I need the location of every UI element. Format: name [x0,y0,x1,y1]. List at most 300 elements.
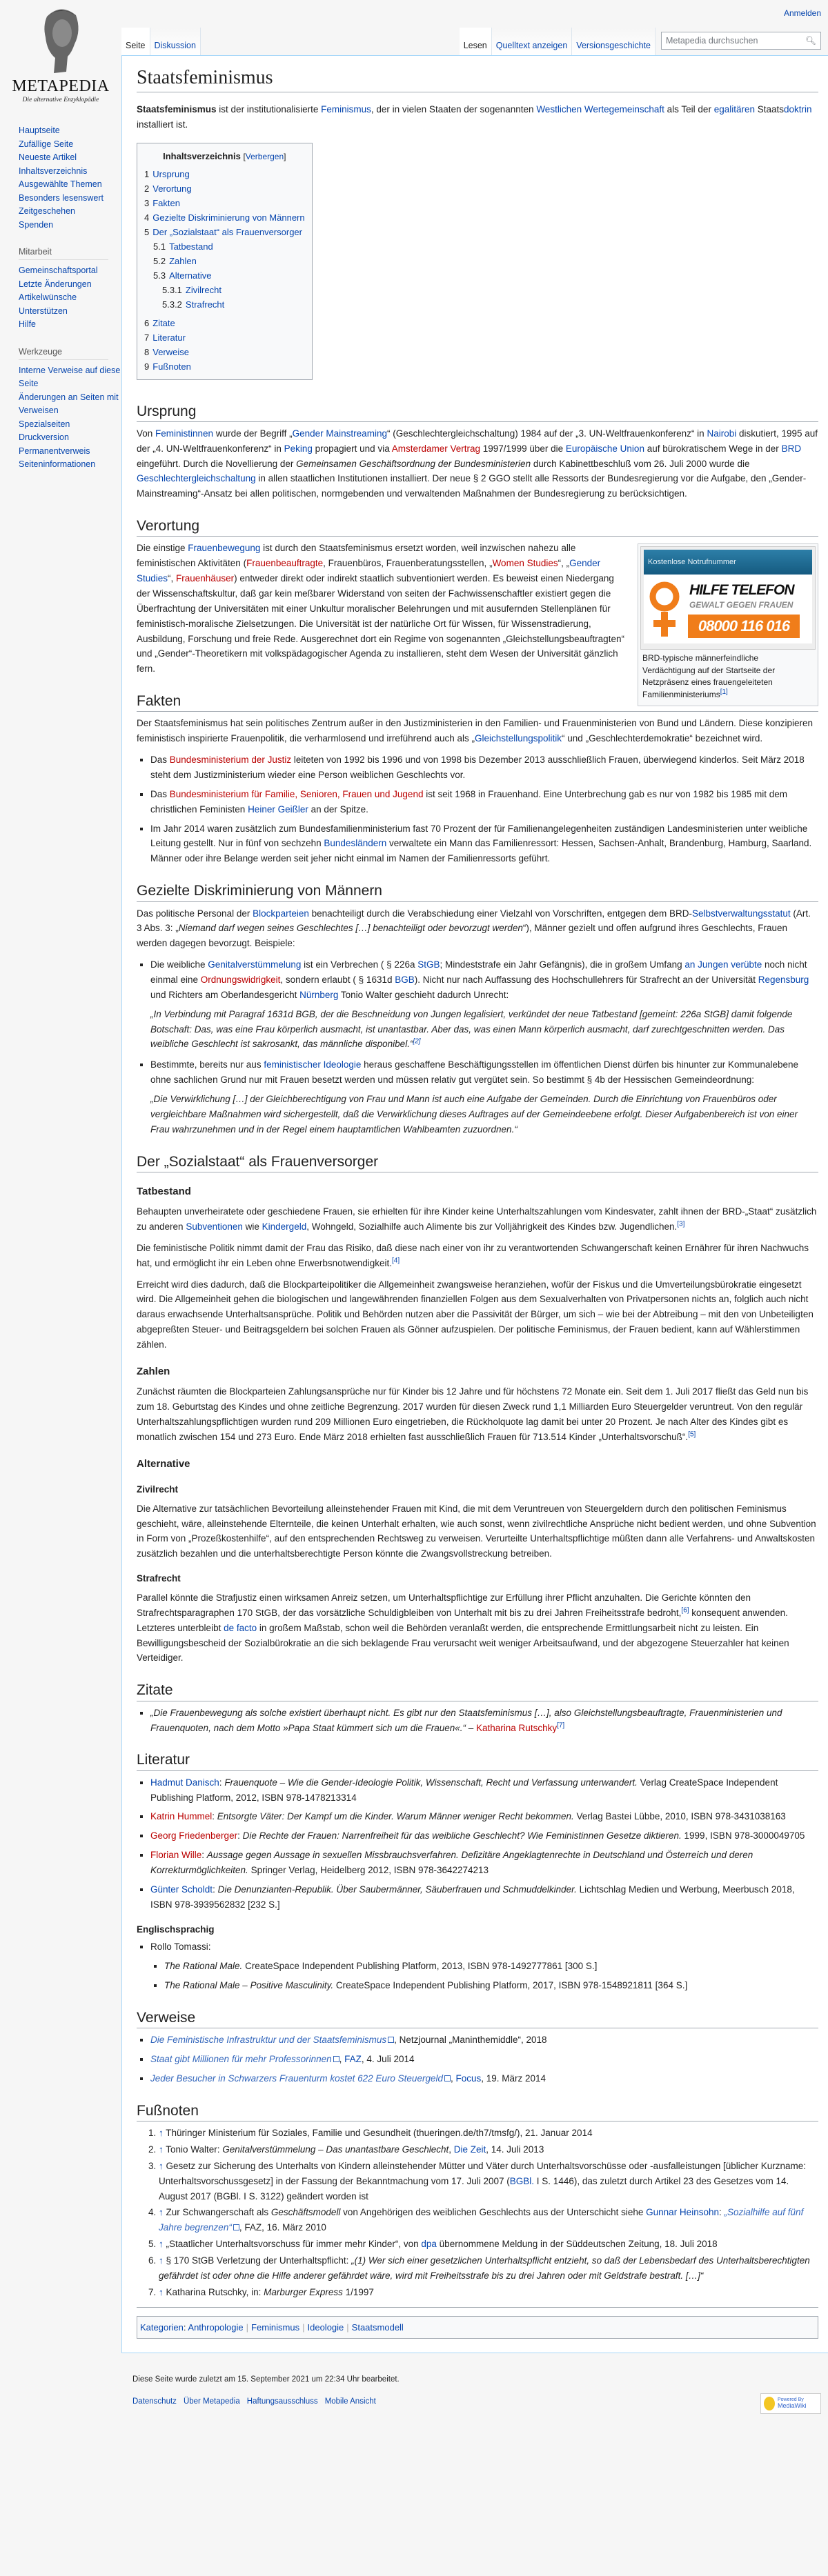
toc-item[interactable] [144,345,305,359]
wiki-link[interactable]: Günter Scholdt [150,1884,213,1895]
text: Parallel könnte die Strafjustiz einen wirksamen Anreiz setzen, um Unterhaltspflichtige zur Erfüllung ihrer Pflicht anzuhalten. Die Gerichte könnten den Strafrechtsparagraphen 170 StGB, der das vorsätzliche Schuldigbleiben von Unterhalt mit bis zu drei Jahren Freiheitsstrafe bedroht, [137,1592,751,1618]
text: Das [150,755,170,766]
toc-item[interactable] [144,167,305,181]
list-item [150,2033,818,2048]
sidebar-link[interactable]: Zeitgeschehen [19,206,76,216]
external-link-icon [333,2056,339,2062]
list-item [159,2285,818,2300]
list-item [150,1939,818,1993]
wiki-link[interactable]: BRD [781,443,802,454]
footnote-backlink[interactable]: ↑ [159,2160,164,2171]
image-caption [640,650,816,703]
toc-item[interactable] [144,297,305,312]
sidebar-link[interactable]: Letzte Änderungen [19,279,92,289]
footer-link[interactable]: Datenschutz [132,2397,177,2406]
sidebar-link[interactable]: Besonders lesenswert [19,192,103,203]
reference-link[interactable]: [4] [391,1257,400,1265]
italic-text: Die Rechte der Frauen: Narrenfreiheit für das weibliche Geschlecht? Wie Feministinnen Gesetze diktieren. [242,1830,682,1841]
text: „Staatlicher Unterhaltsvorschuss für immer mehr Kinder“, von [166,2239,422,2250]
paragraph [137,1241,818,1271]
sidebar-link[interactable]: Seiteninformationen [19,459,96,469]
heading-ursprung: Ursprung [137,402,818,422]
toc-link[interactable]: Der „Sozialstaat“ als Frauenversorger [152,226,302,237]
paragraph [137,716,818,746]
wiki-link[interactable]: Regensburg [758,974,809,985]
sidebar-link[interactable]: Druckversion [19,432,69,442]
tab-read[interactable]: Lesen [460,28,492,55]
text: ist der institutionalisierte [216,104,322,115]
toc-item[interactable] [144,330,305,345]
external-link[interactable]: Die Feministische Infrastruktur und der Staatsfeminismus [150,2035,387,2046]
toc-link[interactable]: Fußnoten [152,361,191,372]
wiki-link[interactable]: Focus [455,2073,482,2084]
wiki-link[interactable]: Westlichen Wertegemeinschaft [536,104,664,115]
text: benachteiligt durch die Verabschiedung einer Vielzahl von Vorschriften, entgegen dem BRD- [308,908,693,919]
wiki-link[interactable]: Gunnar Heinsohn [646,2207,719,2218]
hotline-image[interactable] [640,546,816,650]
reference [557,1721,564,1729]
list-item [150,2052,818,2067]
heading-alternative: Alternative [137,1457,190,1470]
text: ) entweder direkt oder indirekt staatlich subventioniert werden. Es beweist einen Niedergang der Wissenschaftskultur, daß gar kein meßbarer Widerstand von seiten der Fachwissenschaftler existiert gegen die Überfrachtung der Universitäten mit einer Unkultur moralischer Belehrungen und mit ausufernden Stellenplänen für feministisch-moralische Zielsetzungen. Die Universität ist der natürliche Ort für Wissen, für Wissenstradierung, Ausbildung, Forschung und freie Rede. Ausgerechnet dort ein Regime von sogenannten „Gleichstellungsbeauftragten“ und „Gender“-Theoretikern mit volkspädagogischer Agenda zu installieren, steht dem Wesen der Universität gänzlich fern. [137,573,624,675]
sidebar-link[interactable]: Änderungen an Seiten mit Verweisen [19,392,119,415]
tab-history[interactable]: Versionsgeschichte [572,28,656,55]
table-of-contents: Inhaltsverzeichnis [Verbergen] 1 Ursprung 2 Verortung 3 Fakten 4 Gezielte Diskriminierung von Männern 5 Der „Sozialstaat“ als Frauenversorger 5.1 Tatbestand 5.2 Zahlen 5.3 Alternative 5.3.1 Zivilrecht 5.3.2 Strafrecht 6 Zitate 7 Literatur 8 Verweise 9 Fußnoten [137,143,313,379]
toc-item[interactable] [144,239,305,254]
list-item [159,2237,818,2252]
toc-number: 8 [144,346,150,357]
text: Erreicht wird dies dadurch, daß die Blockparteipolitiker die Allgemeinheit zwangsweise heranziehen, wofür der Fiskus und die Umverteilungsbürokratie eingesetzt wird. Die Allgemeinheit gehen die biologischen und langewährenden finanziellen Folgen aus dem Sexualverhalten von Privatpersonen nichts an, folglich auch nicht daraus erwachsende Unterhaltsansprüche. Politik und Behörden nutzen aber die Passivität der Bürger, um sich – wie bei der Abtreibung – mit den von Unbeteiligten abgepreßten Steuer- und Beitragsgeldern bei solchen Frauen als Gönner aufzuspielen. Der politische Feminismus, der Frauen bedient, kann auf Wählerstimmen zählen. [137,1279,814,1350]
text: wurde der Begriff „ [213,428,293,439]
text: „In Verbindung mit Paragraf 1631d BGB, der die Beschneidung von Jungen legalisiert, verkündet der neue Tatbestand [gemeint: 226a StGB] damit folgende Botschaft: Das, was eine Frau körperlich ausmacht, ist unantastbar. Aber das, was einen Mann körperlich ausmacht, darf zurechtgeschnitten werden. Das weibliche Geschlecht ist sakrosankt, das männliche disponibel.“ [150,1008,793,1050]
heading-fakten: Fakten [137,692,818,712]
list-item [150,2071,818,2086]
text: : [718,2207,724,2218]
missing-page-link[interactable]: Frauenhäuser [176,573,235,584]
missing-page-link[interactable]: Katharina Rutschky [476,1722,558,1733]
text: , 19. März 2014 [481,2073,546,2084]
image-thumbnail [638,543,818,706]
bold-text: Staatsfeminismus [137,104,217,115]
text: “), Männer gezielt und offen aufgrund ihres Geschlechts, Frauen werden dagegen bevorzugt. Beispiele: [137,923,788,949]
missing-page-link[interactable]: Florian Wille [150,1850,202,1861]
reference-link[interactable]: [2] [413,1037,421,1046]
heading-gezielte-diskriminierung: Gezielte Diskriminierung von Männern [137,881,818,901]
text: ist durch den Staatsfeminismus ersetzt worden, weil inzwischen nahezu alle feministischen Aktivitäten ( [137,543,576,569]
text: und Richters am Oberlandesgericht [150,989,300,1000]
category-link[interactable]: Ideologie [307,2322,344,2333]
list-item [150,1848,818,1878]
italic-text: Niemand darf wegen seines Geschlechtes […] benachteiligt oder bevorzugt werden [178,923,523,934]
text: Verlag CreateSpace Independent Publishing Platform, 2012, ISBN 978-1478213314 [150,1777,778,1803]
toc-link[interactable]: Strafrecht [185,299,225,310]
missing-page-link[interactable]: Katrin Hummel [150,1811,213,1822]
wiki-link[interactable]: Genitalverstümmelung [208,959,302,970]
wiki-link[interactable]: Heiner Geißler [248,803,308,815]
text: , [339,2054,345,2065]
text: 1997/1999 über die [480,443,566,454]
sub-list [164,1959,818,1993]
reference-link[interactable]: [7] [557,1721,565,1729]
text: : [237,1830,243,1841]
paragraph [137,1204,818,1235]
toc-number: 5.3 [153,270,166,281]
reference [681,1606,689,1614]
missing-page-link[interactable]: Ordnungswidrigkeit [200,974,281,985]
text: , FAZ, 16. März 2010 [239,2222,326,2233]
search-icon[interactable]: 🔍︎ [805,35,816,46]
powered-by-mediawiki-badge[interactable] [760,2393,821,2414]
site-logo[interactable] [0,0,121,110]
text: – [466,1722,477,1733]
text: CreateSpace Independent Publishing Platform, 2017, ISBN 978-1548921811 [364 S.] [333,1980,688,1991]
text: ist seit 1968 in Frauenhand. Eine Unterbrechung gab es nur von 1982 bis 1985 mit dem christlichen Feministen [150,788,788,815]
text: “, „ [558,558,570,569]
hotline-phone: 08000 116 016 [688,615,800,638]
toc-item[interactable] [144,196,305,210]
personal-tools [784,8,821,18]
wiki-link[interactable]: egalitären [713,104,755,115]
toc-toggle[interactable]: Verbergen [245,152,284,162]
reference-link[interactable]: [5] [688,1430,696,1439]
toc-number: 1 [144,168,150,179]
heading-englischsprachig: Englischsprachig [137,1924,215,1935]
hotline-subtitle: GEWALT GEGEN FRAUEN [689,600,793,610]
female-symbol-icon [648,579,689,641]
heading-zivilrecht: Zivilrecht [137,1484,179,1495]
wiki-link[interactable]: Feministinnen [155,428,214,439]
external-link[interactable]: „Sozialhilfe auf fünf Jahre begrenzen“ [159,2207,804,2233]
toc-link[interactable]: Ursprung [152,168,190,179]
toc-number: 4 [144,212,150,223]
english-literature-list [150,1939,818,1993]
external-link[interactable]: Jeder Besucher in Schwarzers Frauenturm kostet 622 Euro Steuergeld [150,2073,443,2084]
toc-number: 5.2 [153,255,166,266]
text: durch Kabinettbeschluß vom 26. Juli 2000 wurde die [531,458,750,469]
toc-link[interactable]: Verweise [152,346,189,357]
category-link[interactable]: Staatsmodell [351,2322,404,2333]
list-item [159,2126,818,2141]
category-links: Kategorien: Anthropologie | Feminismus | Ideologie | Staatsmodell [137,2316,818,2339]
wiki-link[interactable]: Peking [284,443,313,454]
sidebar-heading-mitarbeit: Mitarbeit [19,247,108,260]
sidebar-link[interactable]: Zufällige Seite [19,139,74,149]
wiki-link[interactable]: de facto [224,1622,257,1633]
list-item [164,1978,818,1993]
external-link-icon [233,2224,239,2230]
toc-number: 6 [144,317,150,328]
wiki-link[interactable]: Nairobi [707,428,737,439]
category-separator: | [346,2322,349,2333]
text: an der Spitze. [308,803,368,815]
hotline-title: HILFE TELEFON [689,582,794,599]
paragraph [137,1501,818,1561]
sidebar-link[interactable]: Spezialseiten [19,419,70,429]
toc-link[interactable]: Literatur [152,332,186,343]
sidebar-link[interactable]: Gemeinschaftsportal [19,266,98,275]
reference-link[interactable]: [1] [720,688,728,696]
missing-page-link[interactable]: Bundesministerium der Justiz [169,755,292,766]
external-link[interactable]: Staat gibt Millionen für mehr Professorinnen [150,2054,332,2065]
toc-number: 7 [144,332,150,343]
toc-item[interactable] [144,359,305,374]
text: , sondern erlaubt ( § 1631d [280,974,395,985]
search-placeholder: Metapedia durchsuchen [666,36,758,46]
external-link-wrap [150,2073,451,2084]
wiki-link[interactable]: Gender Studies [137,558,601,584]
list-item [150,1057,818,1137]
text: “, [168,573,177,584]
wiki-link[interactable]: BGBl. [509,2175,535,2186]
italic-text: Genitalverstümmelung – Das unantastbare Geschlecht [222,2144,449,2155]
search-input[interactable] [661,32,821,50]
reference [392,1257,400,1264]
toc-link[interactable]: Fakten [152,197,180,208]
italic-text: „Die Frauenbewegung als solche existiert überhaupt nicht. Es gibt nur den Staatsfeminismus […], also Gleichstellungsbeauftragte, Frauenministerien und Frauenquoten, nach dem Motto »Papa Staat kümmert sich um die Frauen«.“ [150,1707,782,1733]
text: Bestimmte, bereits nur aus [150,1059,264,1070]
italic-text: The Rational Male – Positive Masculinity. [164,1980,334,1991]
wiki-link[interactable]: Hadmut Danisch [150,1777,219,1788]
links-list [150,2033,818,2086]
toc-link[interactable]: Zivilrecht [185,284,221,295]
external-link-wrap [150,2054,339,2064]
text: ). Nicht nur nach Auffassung des Hochschullehrers für Strafrecht an der Universität [414,974,758,985]
toc-link[interactable]: Alternative [169,270,212,281]
text: , Netzjournal „Maninthemiddle“, 2018 [394,2035,547,2046]
footnote-backlink[interactable]: ↑ [159,2255,164,2266]
toc-item[interactable] [144,283,305,297]
wiki-link[interactable]: Die Zeit [453,2144,486,2155]
wiki-link[interactable]: Frauenbewegung [188,543,261,554]
heading-literatur: Literatur [137,1750,818,1770]
category-link[interactable]: Anthropologie [188,2322,244,2333]
text: Im Jahr 2014 waren zusätzlich zum Bundesfamilienministerium fast 70 Prozent der für Familienangelegenheiten zuständigen Landesministerien unter weibliche Leitung gestellt. Nur in fünf von sechzehn [150,823,808,849]
wiki-link[interactable]: Gender Mainstreaming [292,428,387,439]
sidebar [0,124,121,472]
wiki-link[interactable]: BGB [395,974,415,985]
external-link-icon [444,2075,451,2081]
footer-link[interactable]: Mobile Ansicht [324,2397,376,2406]
blockquote [150,1007,818,1052]
wiki-link[interactable]: dpa [421,2239,437,2250]
footer-link[interactable]: Über Metapedia [183,2397,240,2406]
text: konsequent anwenden. Letzteres unterbleibt [137,1607,788,1633]
list-item [150,957,818,1052]
text: Springer Verlag, Heidelberg 2012, ISBN 978-3642274213 [248,1864,489,1875]
heading-zitate: Zitate [137,1681,818,1701]
heading-sozialstaat: Der „Sozialstaat“ als Frauenversorger [137,1152,818,1172]
sidebar-werkzeuge [19,364,121,472]
wiki-link[interactable]: Bundesländern [324,838,387,849]
text: BRD-typische männerfeindliche Verdächtigung auf der Startseite der Netzpräsenz eines frauengeleiteten Familienministeriums [642,653,776,699]
categories-label[interactable]: Kategorien [140,2322,184,2333]
list-item [159,2142,818,2157]
toc-link[interactable]: Verortung [152,183,192,194]
toc-link[interactable]: Tatbestand [169,241,213,252]
divider [137,2307,818,2308]
wiki-link[interactable]: Kindergeld [262,1221,307,1232]
text: diskutiert, 1995 auf der „4. UN-Weltfrauenkonferenz“ in [137,428,818,454]
sidebar-link[interactable]: Ausgewählte Themen [19,179,102,189]
external-link-wrap [150,2035,394,2045]
missing-page-link[interactable]: Frauenbeauftragte [246,558,324,569]
reference-link[interactable]: [3] [677,1220,685,1228]
text: verwaltete ein Mann das Familienressort: Hessen, Sachsen-Anhalt, Brandenburg, Hamburg, Saarland. Männer oder ihre Belange werden seit jeher nicht einmal im Namen der Familienressorts geführt. [150,838,812,864]
toc-link[interactable]: Zahlen [169,255,197,266]
text: auf bürokratischem Wege in der [644,443,782,454]
toc-link[interactable]: Gezielte Diskriminierung von Männern [152,212,305,223]
footnote-backlink[interactable]: ↑ [159,2286,164,2297]
italic-text: Geschäftsmodell [270,2207,341,2218]
wiki-link[interactable]: doktrin [784,104,812,115]
sidebar-link[interactable]: Interne Verweise auf diese Seite [19,365,121,388]
text: : [213,1884,218,1895]
reference [720,688,728,696]
text: in großem Maßstab, schon weil die Behörden veranlaßt werden, die entsprechende Ermittlungsarbeit nicht zu leisten. Ein Bewilligungsbescheid der Sozialbürokratie an die sich beklagende Frau verursacht weit weniger Arbeitsaufwand, und der abgezogene Steuerzahler hat keinen Verteidiger. [137,1622,789,1664]
text: propagiert und via [312,443,392,454]
list-item [164,1959,818,1974]
logo-wordmark: METAPEDIA [12,77,110,95]
external-link-icon [388,2037,394,2043]
footnotes-list [159,2126,818,2299]
wiki-link[interactable]: Blockparteien [253,908,309,919]
text: § 170 StGB Verletzung der Unterhaltspflicht: [166,2255,352,2266]
text: Gesetz zur Sicherung des Unterhalts von Kindern alleinstehender Mütter und Väter durch Unterhaltsvorschüsse oder -ausfalleistungen [üblicher Kurzname: Unterhaltsvorschussgesetz] in der Fassung der Bekanntmachung vom 17. Juli 2007 ( [159,2160,807,2186]
toc-title: Inhaltsverzeichnis [163,151,241,162]
italic-text: „(1) Wer sich einer gesetzlichen Unterhaltspflicht entzieht, so daß der Lebensbedarf des Unterhaltsberechtigten gefährdet ist oder ohne die Hilfe anderer gefährdet wäre, wird mit Freiheitsstrafe bis zu drei Jahren oder mit Geldstrafe bestraft. […]“ [159,2255,810,2281]
list-item [159,2253,818,2284]
badge-bottom: MediaWiki [778,2402,807,2409]
paragraph [137,1590,818,1666]
wiki-link[interactable]: Nürnberg [299,989,339,1000]
text: Die Alternative zur tatsächlichen Bevorteilung alleinstehender Frauen mit Kind, die mit dem Veruntreuen von Steuergeldern durch den politischen Feminismus geschieht, wäre, alleinstehende Elternteile, die keinen Unterhalt erhalten, wie auch sonst, wenn zivilrechtliche Ansprüche nicht bedient werden, und ohne Subvention in Form von „Prozeßkostenhilfe“, auf den entsprechenden Rechtsweg zu verweisen. Verurteilte Unterhaltspflichtige müßten dann alle Verfahrens- und Anwaltskosten zusätzlich bezahlen und die unterhaltsberechtigte Person könnte die Zwangsvollstreckung betreiben. [137,1503,816,1559]
toc-item[interactable] [144,210,305,225]
sidebar-link[interactable]: Artikelwünsche [19,292,77,302]
fakten-list [150,752,818,866]
text: als Teil der [664,104,714,115]
sidebar-link[interactable]: Unterstützen [19,306,68,316]
italic-text: Die Denunzianten-Republik. Über Saubermänner, Säuberfrauen und Schmuddelkinder. [217,1884,577,1895]
toc-item[interactable] [144,225,305,239]
text: heraus geschaffene Beschäftigungsstellen im öffentlichen Dienst dürfen bis hinunter zur Kommunalebene ohne sachlichen Grund nur mit Frauen besetzt werden und müssen relativ gut vergütet sein. So bestimmt § 4b der Hessischen Gemeindeordnung: [150,1059,799,1086]
wiki-link[interactable]: an Jungen verübte [684,959,762,970]
paragraph [137,1384,818,1444]
wiki-link[interactable]: Europäische Union [565,443,644,454]
sidebar-navigation [19,124,121,232]
wiki-link[interactable]: Subventionen [186,1221,243,1232]
wiki-link[interactable]: FAZ [344,2054,362,2065]
text: “ (Geschlechtergleichschaltung) 1984 auf der „3. UN-Weltfrauenkonferenz“ in [386,428,707,439]
missing-page-link[interactable]: Women Studies [492,558,558,569]
sidebar-link[interactable]: Neueste Artikel [19,152,77,162]
text: : [212,1811,217,1822]
bust-logo-icon [26,3,95,79]
wiki-link[interactable]: Feminismus [321,104,371,115]
text: „Die Verwirklichung […] der Gleichberechtigung von Frau und Mann ist auch eine Aufgabe der Gemeinden. Durch die Einrichtung von Frauenbüros oder vergleichbare Maßnahmen wird sichergestellt, daß die Verwirklichung dieses Auftrages auf der Gemeindeebene erfolgt. Dieser Aufgabenbereich ist von einer Frau wahrzunehmen und in der Regel einem hauptamtlichen Wahlbeamten zuzuordnen.“ [150,1093,798,1135]
wiki-link[interactable]: StGB [417,959,440,970]
sidebar-link[interactable]: Hauptseite [19,126,60,135]
logo-tagline: Die alternative Enzyklopädie [22,97,99,103]
footnote-backlink[interactable]: ↑ [159,2207,164,2218]
toc-number: 5 [144,226,150,237]
toc-item[interactable] [144,268,305,283]
wiki-link[interactable]: feministischer Ideologie [264,1059,362,1070]
literature-list [150,1775,818,1913]
footnote-backlink[interactable]: ↑ [159,2144,164,2155]
heading-verortung: Verortung [137,517,818,537]
toc-number: 9 [144,361,150,372]
toc-number: 5.3.1 [162,284,182,295]
sidebar-mitarbeit [19,264,121,332]
paragraph [137,1277,818,1352]
text: ist ein Verbrechen ( § 226a [301,959,418,970]
text: CreateSpace Independent Publishing Platform, 2013, ISBN 978-1492777861 [300 S.] [242,1961,598,1972]
sidebar-link[interactable]: Inhaltsverzeichnis [19,166,88,176]
list-item [150,787,818,817]
reference [413,1038,420,1046]
view-tabs [460,28,821,55]
list-item [159,2205,818,2235]
tab-discussion[interactable]: Diskussion [150,28,201,55]
text: installiert ist. [137,119,188,130]
footnote-backlink[interactable]: ↑ [159,2128,164,2139]
tab-view-source[interactable]: Quelltext anzeigen [492,28,573,55]
text: Behaupten unverheiratete oder geschiedene Frauen, sie erhielten für ihre Kinder keine Unterhaltszahlungen vom Kindesvater, zahlt ihnen der BRD-„Staat“ zusätzlich zu anderen [137,1206,817,1232]
italic-text: Marburger Express [264,2286,343,2297]
toc-item[interactable] [144,181,305,196]
tab-page[interactable]: Seite [121,28,150,55]
reference-link[interactable]: [6] [681,1606,689,1615]
toc-number: 5.1 [153,241,166,252]
sunflower-icon [764,2397,775,2410]
toc-item[interactable] [144,316,305,330]
toc-number: 5.3.2 [162,299,182,310]
text: übernommene Meldung in der Süddeutschen Zeitung, 18. Juli 2018 [436,2239,718,2250]
missing-page-link[interactable]: Bundesministerium für Familie, Senioren, Frauen und Jugend [169,788,424,799]
text: “ und „Geschlechterdemokratie“ bezeichnet wird. [562,733,763,744]
wiki-link[interactable]: Selbstverwaltungsstatut [692,908,791,919]
login-link[interactable]: Anmelden [783,8,821,18]
list-item [150,1775,818,1806]
text: : [201,1850,207,1861]
footer-link[interactable]: Haftungsausschluss [246,2397,318,2406]
footnote-backlink[interactable]: ↑ [159,2239,164,2250]
heading-tatbestand: Tatbestand [137,1185,191,1197]
missing-page-link[interactable]: Georg Friedenberger [150,1830,238,1841]
toc-number: 2 [144,183,150,194]
toc-item[interactable] [144,254,305,268]
article-content [121,55,828,2353]
italic-text: Frauenquote – Wie die Gender-Ideologie Politik, Wissenschaft, Recht und Verfassung unterwandert. [224,1777,638,1788]
text: , Wohngeld, Sozialhilfe auch Alimente bis zur Volljährigkeit des Kindes bzw. Jugendlichen. [306,1221,678,1232]
intro-paragraph [137,102,818,132]
wiki-link[interactable]: Gleichstellungspolitik [474,733,562,744]
category-link[interactable]: Feminismus [251,2322,300,2333]
list-item [159,2159,818,2204]
list-item [150,1809,818,1824]
wiki-link[interactable]: Geschlechtergleichschaltung [137,473,256,484]
heading-verweise: Verweise [137,2008,818,2028]
reference [688,1430,696,1438]
missing-page-link[interactable]: Amsterdamer Vertrag [391,443,481,454]
sidebar-link[interactable]: Hilfe [19,319,37,329]
list-item [150,1828,818,1844]
footer-links [132,2397,817,2406]
sidebar-link[interactable]: Permanentverweis [19,446,90,456]
toc-link[interactable]: Zitate [152,317,175,328]
sidebar-link[interactable]: Spenden [19,219,54,230]
text: , [448,2144,454,2155]
